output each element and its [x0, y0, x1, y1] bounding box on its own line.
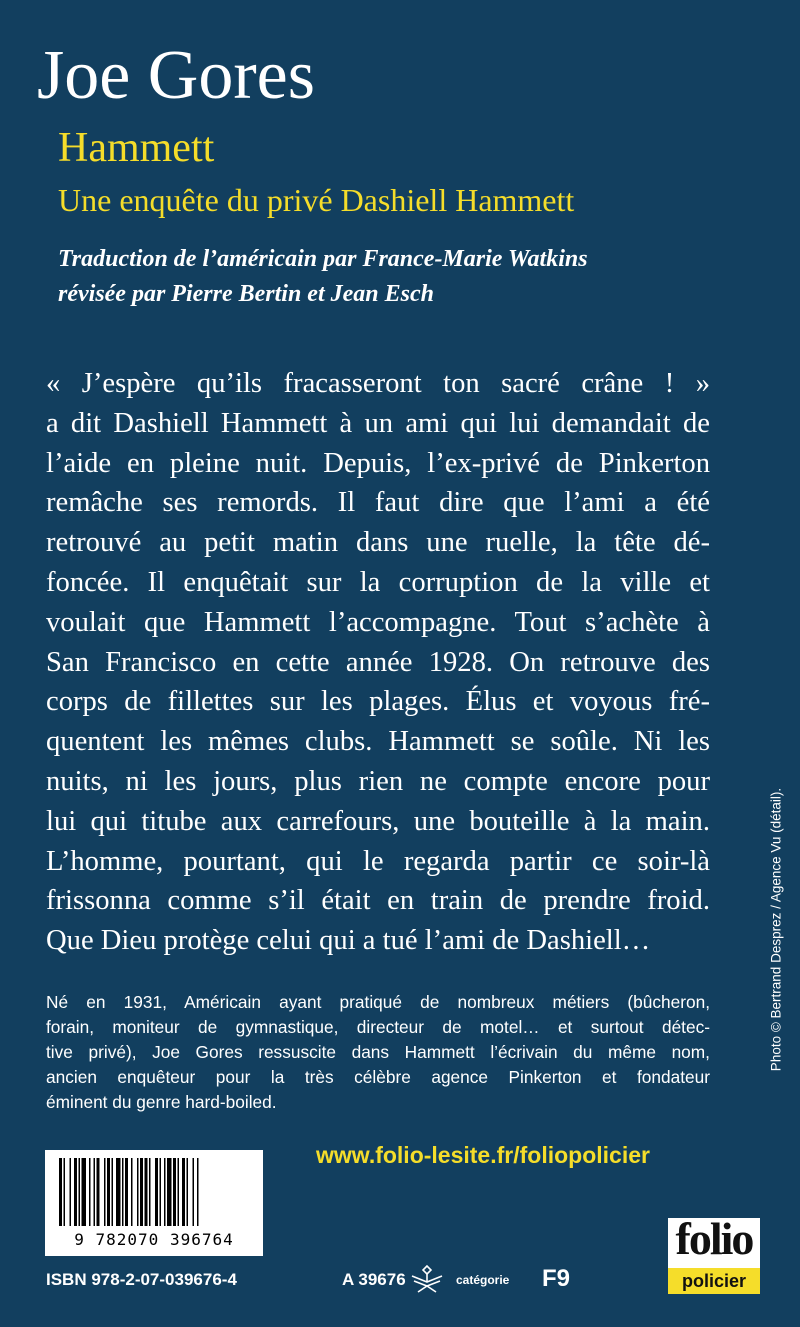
- author-bio: [46, 990, 710, 1115]
- photo-credit: [766, 722, 786, 1142]
- blurb-line: « J’espère qu’ils fracasseront ton sacré crâne ! »: [46, 368, 710, 399]
- bio-line: Né en 1931, Américain ayant pratiqué de nombreux métiers (bûcheron,: [46, 992, 710, 1012]
- barcode-bar: [137, 1158, 139, 1226]
- bio-line: forain, moniteur de gymnastique, directeur de motel… et surtout détec-: [46, 1017, 710, 1037]
- blurb-line: voulait que Hammett l’accompagne. Tout s’achète à: [46, 606, 710, 638]
- barcode-bar: [94, 1158, 96, 1226]
- barcode-bar: [193, 1158, 195, 1226]
- category-value: F9: [542, 1265, 571, 1292]
- blurb-line: l’aide en pleine nuit. Depuis, l’ex-privé de Pinkerton: [46, 447, 710, 479]
- barcode-bar: [97, 1158, 100, 1226]
- barcode-bar: [64, 1158, 66, 1226]
- blurb-line: lui qui titube aux carrefours, une bouteille à la main.: [46, 805, 710, 837]
- barcode-bar: [104, 1158, 106, 1226]
- barcode-bar: [173, 1158, 176, 1226]
- category-label: catégorie: [456, 1273, 510, 1287]
- barcode-bar: [74, 1158, 77, 1226]
- book-title: Hammett: [58, 125, 215, 171]
- barcode-bar: [107, 1158, 110, 1226]
- barcode-bar: [149, 1158, 151, 1226]
- blurb-line: quentent les mêmes clubs. Hammett se soûle. Ni les: [46, 726, 710, 758]
- back-cover-blurb: [46, 364, 710, 961]
- barcode-bars: [55, 1158, 253, 1228]
- blurb-line: nuits, ni les jours, plus rien ne compte encore pour: [46, 765, 710, 797]
- book-subtitle: Une enquête du privé Dashiell Hammett: [58, 182, 575, 218]
- barcode-bar: [164, 1158, 166, 1226]
- isbn: ISBN 978-2-07-039676-4: [46, 1270, 237, 1289]
- publisher-emblem-icon: [408, 1264, 446, 1299]
- publisher-website[interactable]: www.folio-lesite.fr/foliopolicier: [316, 1142, 650, 1168]
- barcode-bar: [82, 1158, 87, 1226]
- blurb-line: Que Dieu protège celui qui a tué l’ami de Dashiell…: [46, 925, 651, 957]
- barcode-bar: [155, 1158, 158, 1226]
- blurb-line: frissonna comme s’il était en train de prendre froid.: [46, 885, 710, 917]
- photo-credit-text: Photo © Bertrand Desprez / Agence Vu (détail).: [768, 787, 784, 1072]
- barcode-bar: [79, 1158, 81, 1226]
- barcode-bar: [145, 1158, 148, 1226]
- barcode-bar: [131, 1158, 133, 1226]
- bio-line: tive privé), Joe Gores ressuscite dans Hammett l’écrivain du même nom,: [46, 1042, 710, 1062]
- barcode-bar: [187, 1158, 189, 1226]
- blurb-line: corps de fillettes sur les plages. Élus et voyous fré-: [46, 686, 710, 718]
- barcode-bar: [89, 1158, 91, 1226]
- translation-credit: [58, 242, 758, 312]
- logo-subword: policier: [668, 1268, 760, 1294]
- translation-line: Traduction de l’américain par France-Marie Watkins: [58, 246, 588, 272]
- blurb-line: remâche ses remords. Il faut dire que l’ami a été: [46, 487, 710, 519]
- bio-line: éminent du genre hard-boiled.: [46, 1092, 277, 1112]
- author-name: Joe Gores: [37, 37, 315, 114]
- blurb-line: foncée. Il enquêtait sur la corruption de la ville et: [46, 566, 710, 598]
- barcode-bar: [182, 1158, 185, 1226]
- translation-line: révisée par Pierre Bertin et Jean Esch: [58, 281, 434, 307]
- barcode-bar: [197, 1158, 199, 1226]
- blurb-line: retrouvé au petit matin dans une ruelle, la tête dé-: [46, 527, 710, 559]
- barcode-bar: [122, 1158, 124, 1226]
- barcode-bar: [178, 1158, 180, 1226]
- barcode: [45, 1150, 263, 1256]
- barcode-bar: [125, 1158, 128, 1226]
- barcode-number: 9 782070 396764: [74, 1230, 234, 1249]
- logo-word: folio: [675, 1213, 753, 1264]
- barcode-bar: [160, 1158, 162, 1226]
- barcode-bar: [59, 1158, 62, 1226]
- barcode-bar: [116, 1158, 121, 1226]
- blurb-line: L’homme, pourtant, qui le regarda partir ce soir-là: [46, 845, 710, 877]
- blurb-line: San Francisco en cette année 1928. On retrouve des: [46, 646, 710, 678]
- barcode-bar: [70, 1158, 72, 1226]
- barcode-bar: [140, 1158, 143, 1226]
- folio-policier-logo: [668, 1213, 760, 1294]
- blurb-line: a dit Dashiell Hammett à un ami qui lui demandait de: [46, 407, 710, 439]
- catalog-reference: A 39676: [342, 1270, 406, 1289]
- barcode-bar: [167, 1158, 172, 1226]
- bio-line: ancien enquêteur pour la très célèbre agence Pinkerton et fondateur: [46, 1067, 710, 1087]
- barcode-bar: [112, 1158, 114, 1226]
